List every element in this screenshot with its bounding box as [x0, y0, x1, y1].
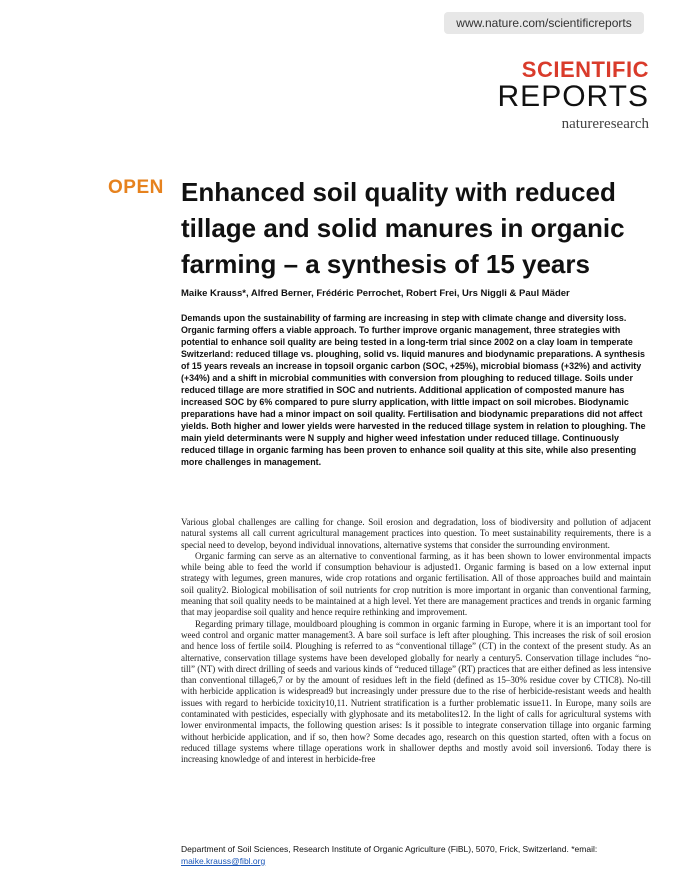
- publisher-name: natureresearch: [561, 116, 649, 132]
- article-body: [181, 517, 651, 766]
- affiliation-text: Department of Soil Sciences, Research Institute of Organic Agriculture (FiBL), 5070, Frick, Switzerland. *email:: [181, 844, 598, 854]
- corresponding-email-link[interactable]: maike.krauss@fibl.org: [181, 856, 266, 866]
- abstract: Demands upon the sustainability of farming are increasing in step with climate change and diversity loss. Organic farming offers a viable approach. To further improve organic management, three strategies with potential to enhance soil quality are being tested in a long-term trial since 2002 on a clay loam in temperate Switzerland: reduced tillage vs. ploughing, solid vs. liquid manures and biodynamic preparations. A synthesis of 15 years reveals an increase in topsoil organic carbon (SOC, +25%), microbial biomass (+32%) and activity (+34%) and a shift in microbial communities with conversion from ploughing to reduced tillage. Soils under reduced tillage are more stratified in SOC and nutrients. Additional application of composted manure has increased SOC by 6% compared to pure slurry application, with little impact on soil microbes. Biodynamic preparations have had a minor impact on soil quality. Fertilisation and biodynamic preparations did not affect yields. Both higher and lower yields were harvested in the reduced tillage system in relation to ploughing. The main yield determinants were N supply and higher weed infestation under reduced tillage. Continuously reduced tillage in organic farming has been proven to enhance soil quality at this site, while also presenting more challenges in management.: [181, 313, 646, 467]
- body-paragraph: Regarding primary tillage, mouldboard ploughing is common in organic farming in Europe, where it is an important tool for weed control and organic matter management3. A bare soil surface is left after ploughing. This increases the risk of soil erosion and hence loss of fertile soil4. Ploughing is referred to as “conventional tillage” (CT) in the context of the present study. As an alternative, conservation tillage systems have been developed globally for nearly a century5. Conservation tillage includes “no-till” (NT) with direct drilling of seeds and various kinds of “reduced tillage” (RT) practices that are either defined as less intensive than conventional tillage6,7 or by the amount of residues left in the field (defined as 15–30% residue cover by CTIC8). No-till with herbicide application is widespread9 but increasingly under pressure due to the rise of herbicide-resistant weeds and health issues with regard to herbicide toxicity10,11. Nutrient stratification is a further problematic issue11. In Europe, many soils are contaminated with pesticides, especially with glyphosate and its metabolites12. In the light of calls for agricultural systems with lower environmental impacts, the following question arises: Is it possible to integrate conservation tillage into organic farming without herbicide application, and if so, then how? Some decades ago, research on this question started, often with a focus on reduced tillage systems where tillage operations work in shallower depths and mostly avoid soil inversion6. Today there is increasing knowledge of and interest in herbicide-free: [181, 618, 651, 765]
- body-paragraph: Organic farming can serve as an alternative to conventional farming, as it has been shown to lower environmental impacts while being able to feed the world if consumption behaviour is adjusted1. Organic farming is based on a low external input strategy with legumes, green manures, wide crop rotations and organic fertilisation. All of those approaches build and maintain soil quality2. Biological mobilisation of soil nutrients for crop nutrition is more important in organic than conventional farming, meaning that soil quality needs to be maintained at a high level. Yet there are management practices and trends in organic farming that may jeopardise soil quality and hence require rethinking and improvement.: [181, 550, 651, 618]
- body-paragraph: Various global challenges are calling for change. Soil erosion and degradation, loss of biodiversity and pollution of adjacent natural systems all call current agricultural management practices into question. To meet sustainability requirements, there is a special need to develop, beyond individual innovations, alternative systems that consider the surrounding environment.: [181, 517, 651, 550]
- journal-name-line2: REPORTS: [497, 80, 649, 113]
- author-list: Maike Krauss*, Alfred Berner, Frédéric Perrochet, Robert Frei, Urs Niggli & Paul Mäder: [181, 288, 570, 299]
- open-access-label: OPEN: [108, 177, 164, 198]
- affiliation-footnote: [181, 843, 656, 867]
- article-title: Enhanced soil quality with reduced tillage and solid manures in organic farming – a synthesis of 15 years: [181, 177, 625, 279]
- journal-name-line1: SCIENTIFIC: [521, 57, 649, 82]
- journal-logo: [498, 58, 649, 132]
- journal-url[interactable]: www.nature.com/scientificreports: [444, 12, 644, 34]
